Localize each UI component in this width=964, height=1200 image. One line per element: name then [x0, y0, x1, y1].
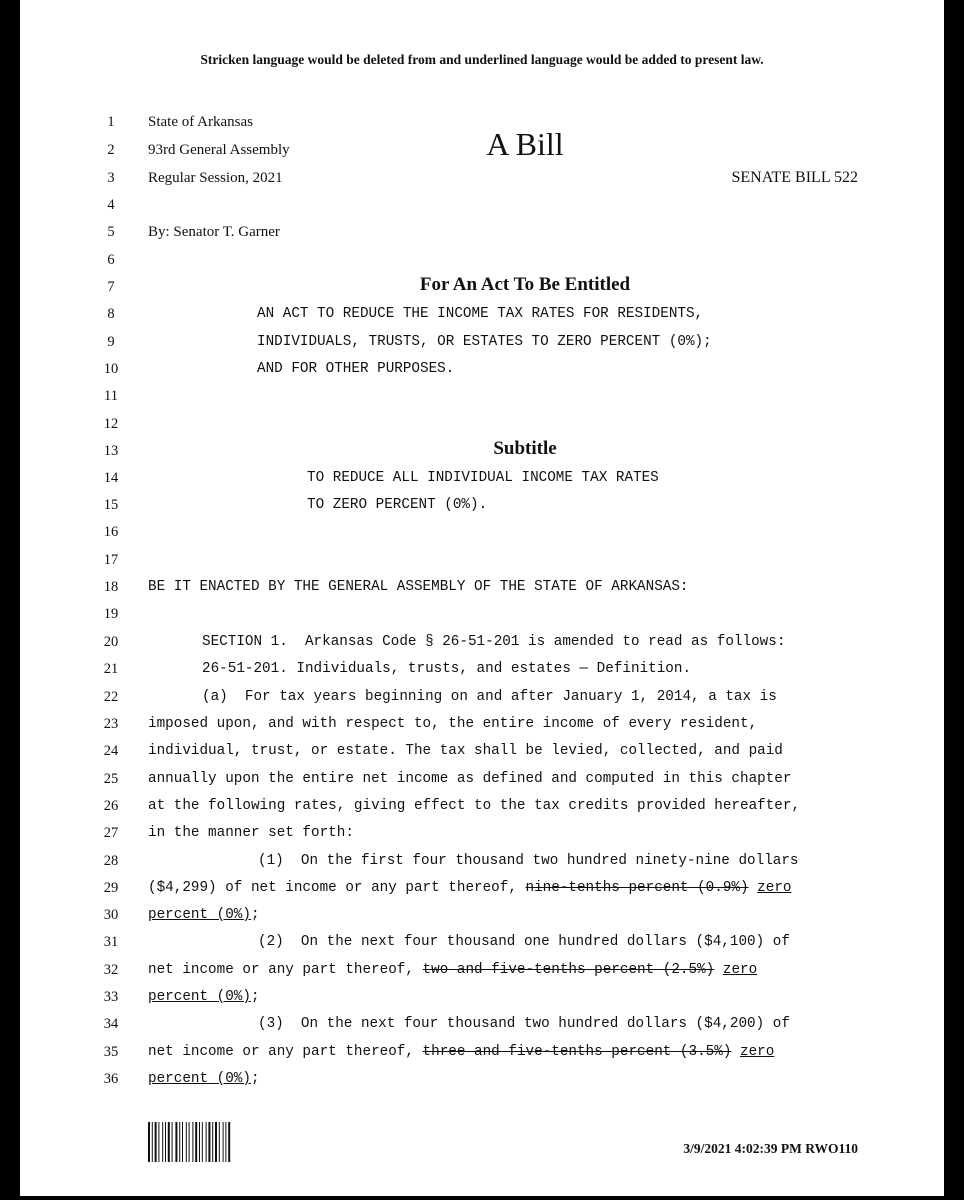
line-number: 32 — [103, 962, 119, 978]
line-number: 27 — [103, 825, 119, 841]
line-number: 4 — [107, 197, 115, 213]
line-number: 1 — [107, 114, 115, 130]
added-text: percent (0%) — [148, 989, 251, 1005]
barcode-bar — [228, 1122, 230, 1162]
body-line: annually upon the entire net income as defined and computed in this chapter — [148, 771, 792, 787]
line-number: 35 — [103, 1044, 119, 1060]
line-number: 11 — [104, 388, 118, 404]
line-number: 15 — [103, 497, 119, 513]
barcode-bar — [182, 1122, 183, 1162]
line-number: 10 — [103, 361, 119, 377]
act-heading: For An Act To Be Entitled — [419, 274, 631, 295]
stricken-text: two and five-tenths percent (2.5%) — [422, 962, 715, 978]
line-number: 7 — [107, 279, 115, 295]
barcode-bar — [219, 1122, 220, 1162]
line-number: 23 — [103, 716, 119, 732]
line-number: 28 — [103, 853, 119, 869]
subtitle-line: TO REDUCE ALL INDIVIDUAL INCOME TAX RATES — [307, 470, 659, 486]
barcode-image — [148, 1122, 266, 1162]
line-number: 13 — [103, 443, 119, 459]
document-title: A Bill — [486, 126, 564, 162]
line-number: 3 — [107, 170, 115, 186]
barcode-bar — [199, 1122, 200, 1162]
line-number: 19 — [103, 606, 119, 622]
barcode-bar — [202, 1122, 203, 1162]
barcode-bar — [168, 1122, 170, 1162]
barcode-bar — [186, 1122, 187, 1162]
body-line: net income or any part thereof, two and five-tenths percent (2.5%) zero — [148, 962, 758, 978]
body-line: percent (0%); — [148, 989, 260, 1005]
line-number: 29 — [103, 880, 119, 896]
barcode-bar — [165, 1122, 166, 1162]
barcode-bar — [215, 1122, 217, 1162]
act-title-line: INDIVIDUALS, TRUSTS, OR ESTATES TO ZERO PERCENT (0%); — [257, 334, 712, 350]
subtitle-heading: Subtitle — [493, 438, 557, 459]
state-label: State of Arkansas — [148, 114, 253, 130]
barcode-bar — [208, 1122, 210, 1162]
sponsor-label: By: Senator T. Garner — [148, 224, 280, 240]
body-line: percent (0%); — [148, 907, 260, 923]
print-timestamp: 3/9/2021 4:02:39 PM RWO110 — [683, 1141, 858, 1156]
amendment-notice: Stricken language would be deleted from and underlined language would be added to present law. — [200, 52, 764, 67]
body-line: percent (0%); — [148, 1071, 260, 1087]
line-number: 6 — [107, 252, 115, 268]
body-line: at the following rates, giving effect to the tax credits provided hereafter, — [148, 798, 801, 814]
act-title-line: AND FOR OTHER PURPOSES. — [257, 361, 455, 377]
session-label: Regular Session, 2021 — [148, 170, 283, 186]
barcode-bar — [223, 1122, 224, 1162]
barcode-bar — [192, 1122, 193, 1162]
barcode-bar — [212, 1122, 213, 1162]
code-section-title: 26-51-201. Individuals, trusts, and estates — Definition. — [202, 661, 692, 677]
body-line: in the manner set forth: — [148, 825, 354, 841]
line-number: 25 — [103, 771, 119, 787]
bill-page — [20, 0, 944, 1196]
added-text: zero — [740, 1044, 775, 1060]
line-number: 5 — [107, 224, 115, 240]
enacting-clause: BE IT ENACTED BY THE GENERAL ASSEMBLY OF THE STATE OF ARKANSAS: — [148, 579, 689, 595]
barcode-bar — [172, 1122, 173, 1162]
barcode-bar — [195, 1122, 197, 1162]
stricken-text: three and five-tenths percent (3.5%) — [422, 1044, 732, 1060]
line-number: 14 — [103, 470, 119, 486]
line-number: 34 — [103, 1016, 119, 1032]
line-number: 31 — [103, 934, 119, 950]
line-number: 20 — [103, 634, 119, 650]
barcode-bar — [206, 1122, 207, 1162]
stricken-text: nine-tenths percent (0.9%) — [525, 880, 749, 896]
line-number: 26 — [103, 798, 119, 814]
line-number: 18 — [103, 579, 119, 595]
line-number: 16 — [103, 524, 119, 540]
line-number: 17 — [103, 552, 119, 568]
line-number: 22 — [103, 689, 119, 705]
added-text: percent (0%) — [148, 907, 251, 923]
added-text: zero — [722, 962, 758, 978]
body-line: ($4,299) of net income or any part thereof, nine-tenths percent (0.9%) zero — [148, 880, 792, 896]
line-number: 12 — [103, 416, 119, 432]
line-number: 36 — [103, 1071, 119, 1087]
section-heading: SECTION 1. Arkansas Code § 26-51-201 is amended to read as follows: — [202, 634, 786, 650]
rate-item-2: (2) On the next four thousand one hundred dollars ($4,100) of — [258, 934, 790, 950]
added-text: zero — [757, 880, 792, 896]
barcode-bar — [175, 1122, 177, 1162]
body-line: individual, trust, or estate. The tax shall be levied, collected, and paid — [148, 743, 783, 759]
act-title-line: AN ACT TO REDUCE THE INCOME TAX RATES FOR RESIDENTS, — [257, 306, 704, 322]
added-text: percent (0%) — [148, 1071, 251, 1087]
barcode-bar — [158, 1122, 159, 1162]
line-number: 33 — [103, 989, 119, 1005]
barcode-bar — [152, 1122, 153, 1162]
bill-number: SENATE BILL 522 — [731, 169, 858, 186]
subtitle-line: TO ZERO PERCENT (0%). — [307, 497, 488, 513]
barcode-bar — [155, 1122, 157, 1162]
barcode-bar — [189, 1122, 190, 1162]
barcode-bar — [162, 1122, 163, 1162]
body-line: imposed upon, and with respect to, the entire income of every resident, — [148, 716, 758, 732]
body-line: (a) For tax years beginning on and after January 1, 2014, a tax is — [202, 689, 777, 705]
line-number: 30 — [103, 907, 119, 923]
line-number: 21 — [103, 661, 119, 677]
line-number: 2 — [107, 142, 115, 158]
body-line: net income or any part thereof, three and five-tenths percent (3.5%) zero — [148, 1044, 775, 1060]
line-number: 24 — [103, 743, 119, 759]
barcode-bar — [148, 1122, 150, 1162]
rate-item-3: (3) On the next four thousand two hundred dollars ($4,200) of — [258, 1016, 790, 1032]
barcode-bar — [179, 1122, 180, 1162]
line-number: 8 — [107, 306, 115, 322]
line-number: 9 — [107, 334, 115, 350]
assembly-label: 93rd General Assembly — [148, 142, 290, 158]
rate-item-1: (1) On the first four thousand two hundred ninety-nine dollars — [258, 853, 799, 869]
barcode-bar — [225, 1122, 226, 1162]
